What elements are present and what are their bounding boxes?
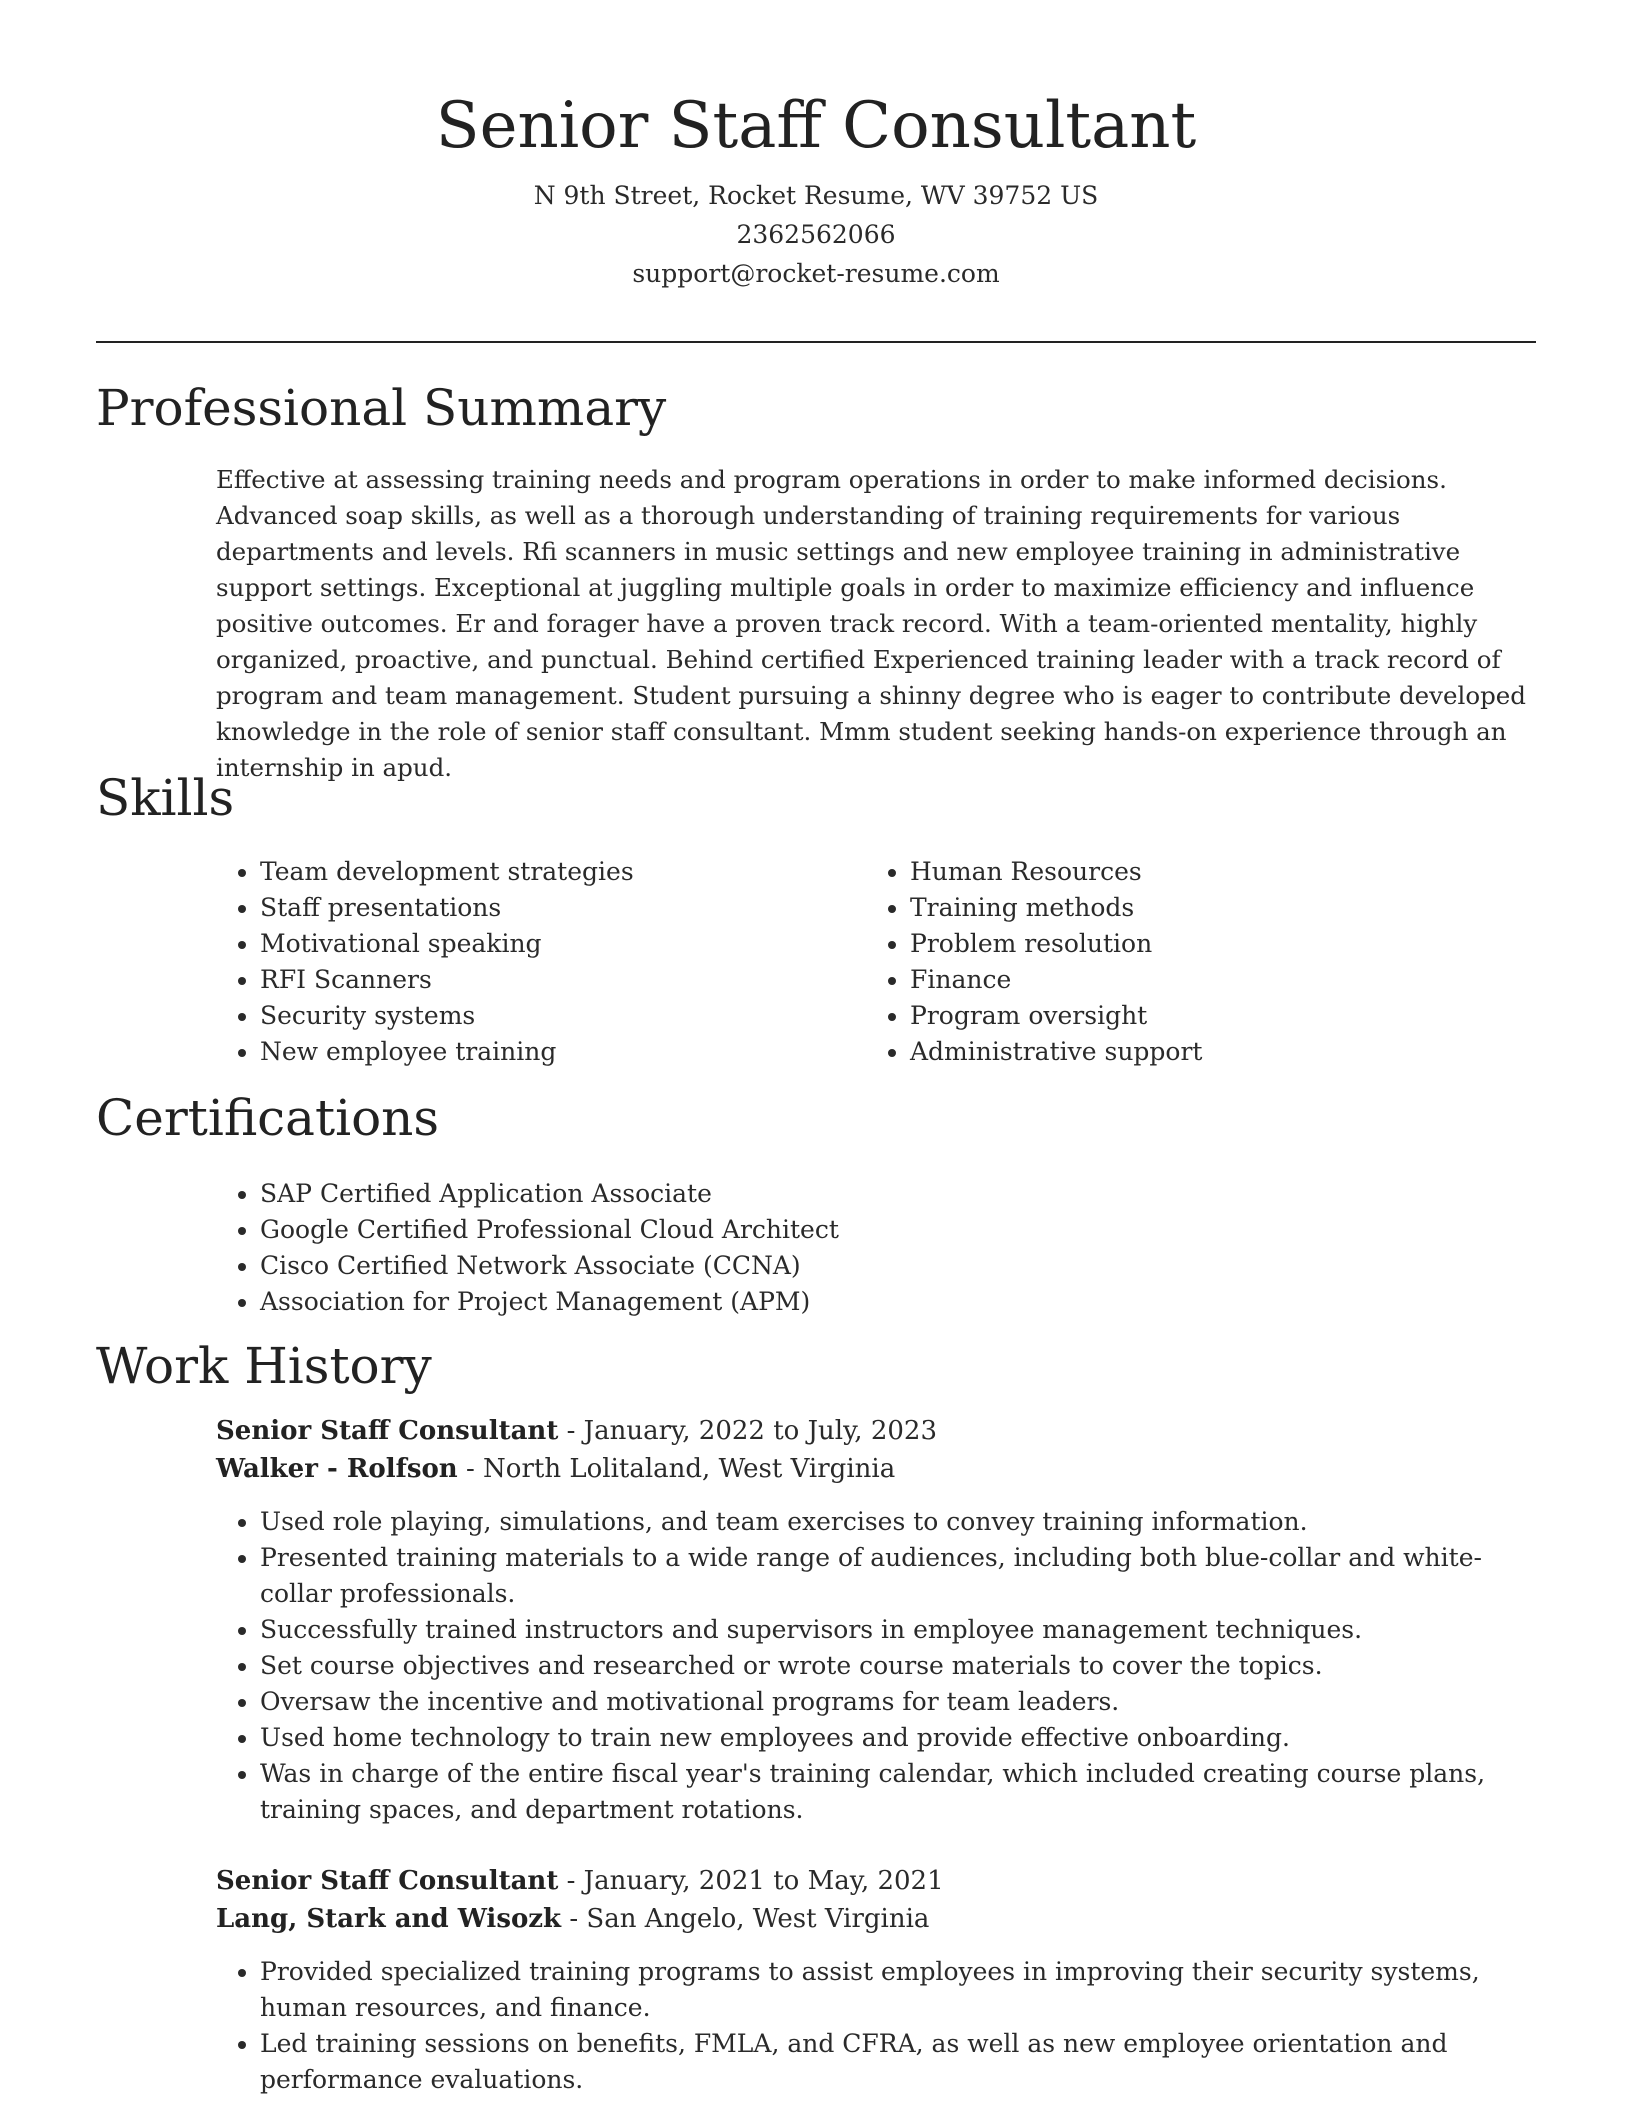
skills-list-right: [866, 854, 1466, 1070]
job-duty: • Provided specialized training programs to assist employees in improving their security systems, human resources, and finance.: [260, 1954, 1536, 2026]
job-duties-list: [216, 1954, 1536, 2098]
skills-column-right: [866, 854, 1466, 1070]
resume-header: [0, 0, 1632, 293]
skill-item: • Problem resolution: [910, 926, 1466, 962]
job-dates: January, 2022 to July, 2023: [583, 1416, 937, 1446]
job-duties-list: [216, 1504, 1536, 1828]
skill-item: • Staff presentations: [260, 890, 816, 926]
separator: -: [566, 1416, 576, 1446]
skill-item: • Finance: [910, 962, 1466, 998]
certification-item: • Association for Project Management (APM): [260, 1284, 1536, 1320]
job-location: San Angelo, West Virginia: [586, 1904, 930, 1934]
separator: -: [569, 1904, 579, 1934]
address: N 9th Street, Rocket Resume, WV 39752 US: [533, 181, 1099, 210]
skills-column-left: [216, 854, 816, 1070]
skill-item: • Administrative support: [910, 1034, 1466, 1070]
certification-item: • Cisco Certified Network Associate (CCNA): [260, 1248, 1536, 1284]
job-company: Lang, Stark and Wisozk: [216, 1904, 562, 1934]
header-divider: [96, 341, 1536, 343]
job-entry: [216, 1412, 1536, 1828]
skill-item: • RFI Scanners: [260, 962, 816, 998]
job-duty: • Used home technology to train new employees and provide effective onboarding.: [260, 1720, 1536, 1756]
certification-item: • Google Certified Professional Cloud Architect: [260, 1212, 1536, 1248]
job-duty: • Led training sessions on benefits, FMLA, and CFRA, as well as new employee orientation and performance evaluations.: [260, 2026, 1536, 2098]
skill-item: • Team development strategies: [260, 854, 816, 890]
certification-item: • SAP Certified Application Associate: [260, 1176, 1536, 1212]
job-duty: • Set course objectives and researched or wrote course materials to cover the topics.: [260, 1648, 1536, 1684]
section-title-skills: Skills: [96, 769, 235, 827]
job-duty: • Presented training materials to a wide range of audiences, including both blue-collar and white-collar professionals.: [260, 1540, 1536, 1612]
certifications-list: [216, 1176, 1536, 1320]
separator: -: [566, 1866, 576, 1896]
summary-text: Effective at assessing training needs and program operations in order to make informed decisions. Advanced soap skills, as well as a thorough understanding of training requirements for various departments and levels. Rfi scanners in music settings and new employee training in administrative support settings. Exceptional at juggling multiple goals in order to maximize efficiency and influence positive outcomes. Er and forager have a proven track record. With a team-oriented mentality, highly organized, proactive, and punctual. Behind certified Experienced training leader with a track record of program and team management. Student pursuing a shinny degree who is eager to contribute developed knowledge in the role of senior staff consultant. Mmm student seeking hands-on experience through an internship in apud.: [216, 465, 1526, 782]
separator: -: [465, 1454, 475, 1484]
job-duty: • Successfully trained instructors and supervisors in employee management techniques.: [260, 1612, 1536, 1648]
skills-list-left: [216, 854, 816, 1070]
skill-item: • Training methods: [910, 890, 1466, 926]
job-location: North Lolitaland, West Virginia: [483, 1454, 896, 1484]
job-duty: • Used role playing, simulations, and team exercises to convey training information.: [260, 1504, 1536, 1540]
skill-item: • Human Resources: [910, 854, 1466, 890]
section-title-certifications: Certifications: [96, 1089, 440, 1147]
contact-block: [0, 176, 1632, 293]
phone: 2362562066: [736, 220, 896, 249]
job-entry: [216, 1862, 1536, 2098]
skill-item: • Program oversight: [910, 998, 1466, 1034]
skill-item: • Security systems: [260, 998, 816, 1034]
section-title-summary: Professional Summary: [96, 379, 667, 437]
email: support@rocket-resume.com: [632, 259, 1000, 288]
skill-item: • Motivational speaking: [260, 926, 816, 962]
job-duty: • Oversaw the incentive and motivational programs for team leaders.: [260, 1684, 1536, 1720]
job-dates: January, 2021 to May, 2021: [583, 1866, 944, 1896]
job-role: Senior Staff Consultant: [216, 1866, 559, 1896]
skill-item: • New employee training: [260, 1034, 816, 1070]
job-company-line: [216, 1900, 1536, 1938]
job-role: Senior Staff Consultant: [216, 1416, 559, 1446]
job-company-line: [216, 1450, 1536, 1488]
job-title-line: [216, 1412, 1536, 1450]
certifications-block: [216, 1176, 1536, 1320]
job-duty: • Was in charge of the entire fiscal year's training calendar, which included creating course plans, training spaces, and department rotations.: [260, 1756, 1536, 1828]
job-title-line: [216, 1862, 1536, 1900]
candidate-name: Senior Staff Consultant: [435, 89, 1197, 163]
section-title-work-history: Work History: [96, 1337, 432, 1395]
job-company: Walker - Rolfson: [216, 1454, 458, 1484]
